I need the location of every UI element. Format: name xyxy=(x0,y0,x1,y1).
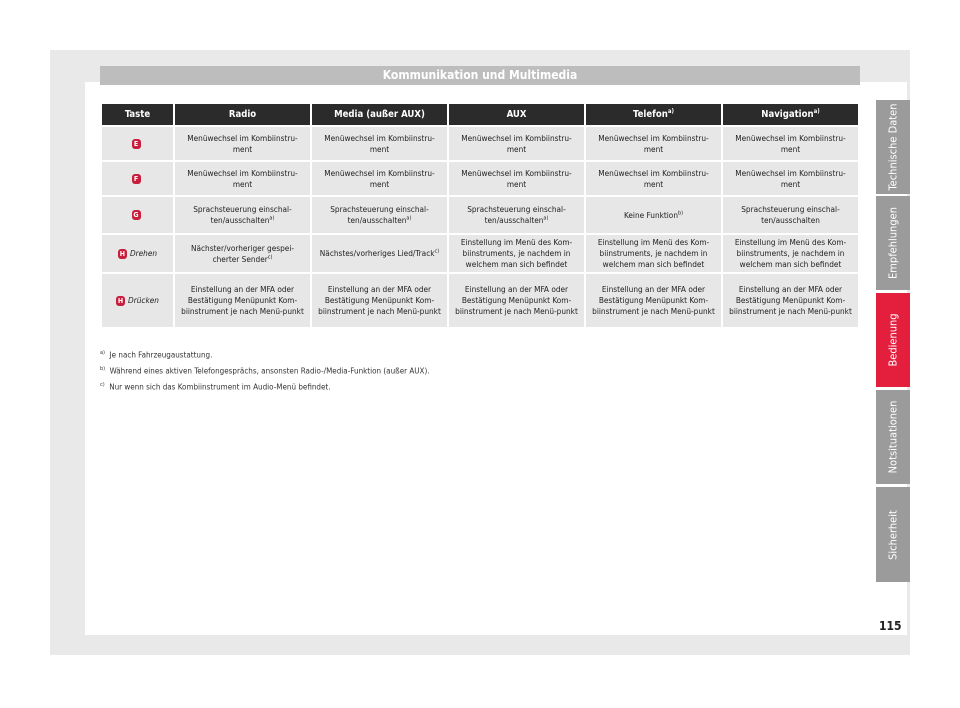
cell-text: Sprachsteuerung einschal-ten/ausschalten xyxy=(330,204,429,225)
table-cell xyxy=(723,274,858,327)
key-badge: E xyxy=(132,139,141,149)
cell-footnote-mark: c) xyxy=(434,248,440,255)
table-cell xyxy=(312,274,447,327)
section-title: Kommunikation und Multimedia xyxy=(100,66,860,85)
table-row xyxy=(102,274,858,327)
footnote-c: $^{c)}$ Nur wenn sich das Kombiinstrument im Audio-Menü befindet. xyxy=(100,382,331,392)
cell-text: Menüwechsel im Kombiinstru-ment xyxy=(598,132,709,154)
table-cell xyxy=(175,197,310,233)
table-cell xyxy=(175,235,310,272)
key-badge: F xyxy=(132,174,141,184)
table-cell xyxy=(449,235,584,272)
cell-text: Keine Funktion xyxy=(623,209,678,220)
table-cell xyxy=(175,162,310,195)
col-header-taste: Taste xyxy=(102,104,173,125)
cell-text: Menüwechsel im Kombiinstru-ment xyxy=(324,167,435,189)
table-cell xyxy=(586,197,721,233)
footnote-a: $^{a)}$ Je nach Fahrzeugaustattung. xyxy=(100,350,213,360)
side-tab-empfehlungen[interactable]: Empfehlungen xyxy=(876,196,910,290)
table-cell xyxy=(312,162,447,195)
table-cell xyxy=(449,274,584,327)
table-row xyxy=(102,162,858,195)
cell-text: Einstellung im Menü des Kom-biinstruments, je nachdem in welchem man sich befindet xyxy=(597,237,710,269)
cell-text: Einstellung an der MFA oder Bestätigung Menüpunkt Kom-biinstrument je nach Menü-punkt xyxy=(729,284,852,316)
cell-footnote-mark: a) xyxy=(543,215,549,222)
page-number: 115 xyxy=(879,619,902,633)
cell-text: Einstellung an der MFA oder Bestätigung Menüpunkt Kom-biinstrument je nach Menü-punkt xyxy=(181,284,304,316)
table-cell xyxy=(723,162,858,195)
key-badge: H xyxy=(119,249,126,258)
key-badge: H xyxy=(117,296,124,305)
function-table xyxy=(100,102,860,329)
table-cell xyxy=(586,274,721,327)
cell-footnote-mark: a) xyxy=(269,215,275,222)
key-action-label: Drehen xyxy=(129,248,158,258)
side-tab-notsituationen[interactable]: Notsituationen xyxy=(876,390,910,484)
cell-text: Nächster/vorheriger gespei-cherter Sender xyxy=(190,242,295,264)
table-cell xyxy=(449,162,584,195)
cell-footnote-mark: b) xyxy=(677,209,684,216)
col-header-radio: Radio xyxy=(175,104,310,125)
table-cell xyxy=(312,197,447,233)
side-tab-bedienung[interactable]: Bedienung xyxy=(876,293,910,387)
table-cell xyxy=(449,127,584,160)
cell-footnote-mark: a) xyxy=(406,215,412,222)
key-cell xyxy=(102,274,173,327)
table-cell xyxy=(312,235,447,272)
cell-text: Sprachsteuerung einschal-ten/ausschalten xyxy=(741,204,840,225)
side-tab-sicherheit[interactable]: Sicherheit xyxy=(876,487,910,582)
table-cell xyxy=(723,197,858,233)
cell-text: Einstellung an der MFA oder Bestätigung Menüpunkt Kom-biinstrument je nach Menü-punkt xyxy=(592,284,715,316)
cell-text: Menüwechsel im Kombiinstru-ment xyxy=(735,132,846,154)
col-header-navigation: Navigation$^{a)}$ xyxy=(723,104,858,125)
table-cell xyxy=(586,127,721,160)
cell-text: Menüwechsel im Kombiinstru-ment xyxy=(735,167,846,189)
cell-text: Sprachsteuerung einschal-ten/ausschalten xyxy=(193,204,292,225)
side-tab-technische-daten[interactable]: Technische Daten xyxy=(876,100,910,194)
table-cell xyxy=(175,127,310,160)
key-cell xyxy=(102,197,173,233)
cell-text: Menüwechsel im Kombiinstru-ment xyxy=(324,132,435,154)
key-cell xyxy=(102,235,173,272)
cell-text: Nächstes/vorheriges Lied/Track xyxy=(319,248,435,258)
cell-text: Einstellung an der MFA oder Bestätigung Menüpunkt Kom-biinstrument je nach Menü-punkt xyxy=(455,284,578,316)
key-badge: G xyxy=(133,211,139,219)
table-cell xyxy=(586,235,721,272)
cell-text: Menüwechsel im Kombiinstru-ment xyxy=(461,132,572,154)
table-header-row xyxy=(102,104,858,125)
key-cell xyxy=(102,127,173,160)
col-header-aux: AUX xyxy=(449,104,584,125)
table-cell xyxy=(723,127,858,160)
cell-text: Menüwechsel im Kombiinstru-ment xyxy=(187,167,298,189)
cell-text: Einstellung an der MFA oder Bestätigung Menüpunkt Kom-biinstrument je nach Menü-punkt xyxy=(318,284,441,316)
cell-text: Menüwechsel im Kombiinstru-ment xyxy=(187,132,298,154)
col-header-media: Media (außer AUX) xyxy=(312,104,447,125)
cell-footnote-mark: c) xyxy=(267,253,273,260)
col-header-telefon: Telefon$^{a)}$ xyxy=(586,104,721,125)
cell-text: Sprachsteuerung einschal-ten/ausschalten xyxy=(467,204,566,225)
table-cell xyxy=(723,235,858,272)
table-cell xyxy=(586,162,721,195)
table-row xyxy=(102,197,858,233)
cell-text: Menüwechsel im Kombiinstru-ment xyxy=(461,167,572,189)
cell-text: Einstellung im Menü des Kom-biinstruments, je nachdem in welchem man sich befindet xyxy=(460,237,573,269)
key-action-label: Drücken xyxy=(128,295,159,305)
table-cell xyxy=(449,197,584,233)
table-cell xyxy=(312,127,447,160)
key-cell xyxy=(102,162,173,195)
table-row xyxy=(102,235,858,272)
footnote-b: $^{b)}$ Während eines aktiven Telefongesprächs, ansonsten Radio-/Media-Funktion (außer AUX). xyxy=(100,366,430,376)
cell-text: Menüwechsel im Kombiinstru-ment xyxy=(598,167,709,189)
table-row xyxy=(102,127,858,160)
cell-text: Einstellung im Menü des Kom-biinstruments, je nachdem in welchem man sich befindet xyxy=(734,237,847,269)
table-cell xyxy=(175,274,310,327)
